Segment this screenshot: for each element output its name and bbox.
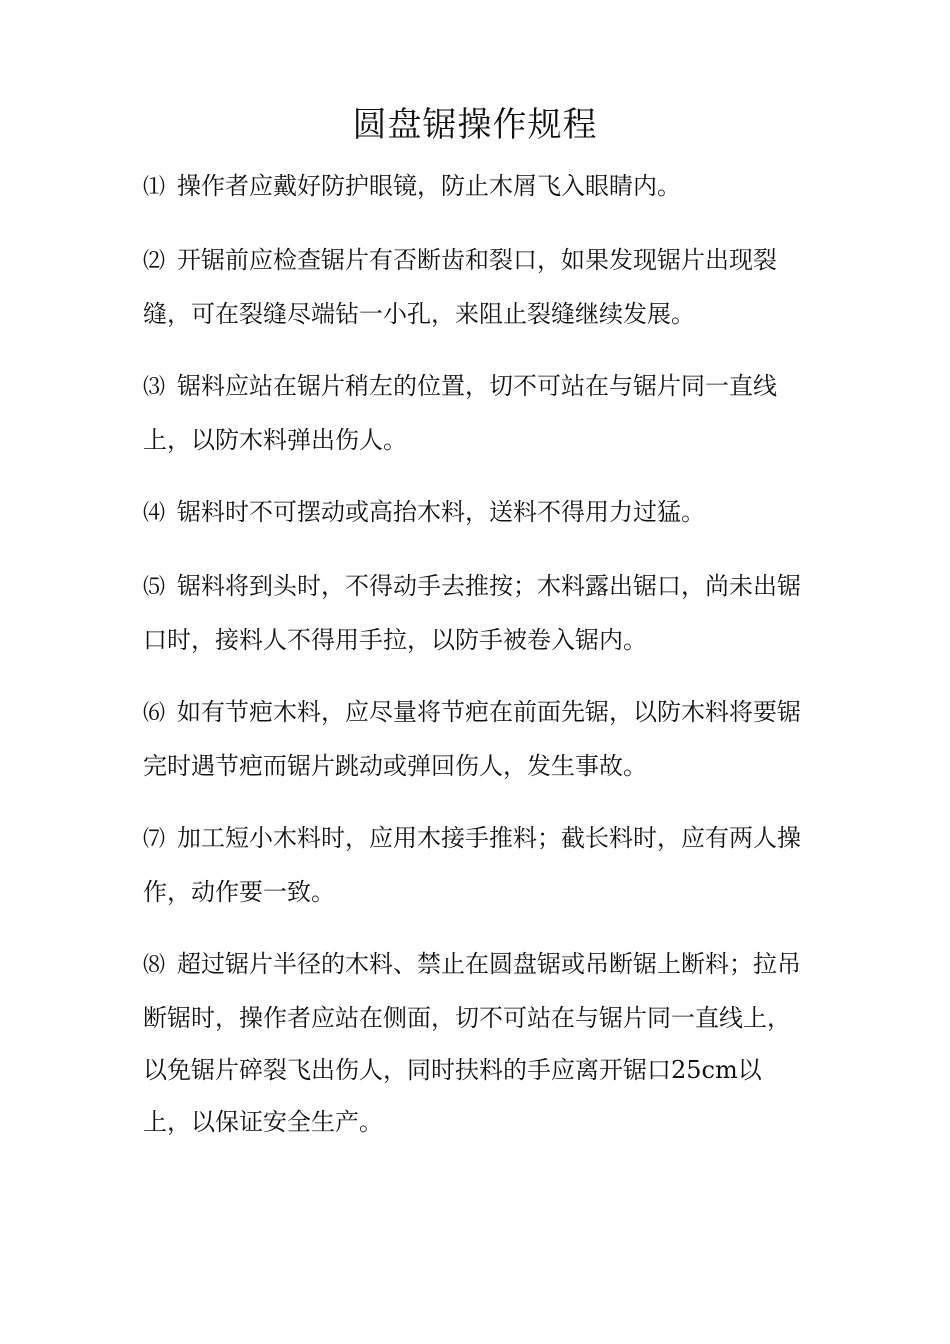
rule-item	[143, 234, 808, 340]
rule-text: 如有节疤木料，应尽量将节疤在前面先锯，以防木料将要锯完时遇节疤而锯片跳动或弹回伤人，发生事故。	[143, 698, 802, 780]
rule-number: ⑺	[143, 827, 166, 852]
rule-number: ⑻	[143, 953, 166, 978]
rule-text: 开锯前应检查锯片有否断齿和裂口，如果发现锯片出现裂缝，可在裂缝尽端钻一小孔，来阻止裂缝继续发展。	[143, 246, 778, 328]
rule-item	[143, 486, 808, 540]
rule-item	[143, 686, 808, 792]
rules-list	[143, 160, 808, 1168]
rule-text: 加工短小木料时，应用木接手推料；截长料时，应有两人操作，动作要一致。	[143, 824, 802, 906]
rule-number: ⑴	[143, 175, 166, 200]
rule-number: ⑸	[143, 575, 166, 600]
rule-number: ⑶	[143, 375, 166, 400]
rule-item	[143, 560, 808, 666]
rule-number: ⑹	[143, 701, 166, 726]
rule-text: 锯料时不可摆动或高抬木料，送料不得用力过猛。	[177, 498, 706, 526]
rule-number: ⑷	[143, 501, 166, 526]
rule-item	[143, 938, 808, 1148]
rule-text: 锯料将到头时，不得动手去推按；木料露出锯口，尚未出锯口时，接料人不得用手拉，以防手被卷入锯内。	[143, 572, 802, 654]
rule-text: 超过锯片半径的木料、禁止在圆盘锯或吊断锯上断料；拉吊断锯时，操作者应站在侧面，切不可站在与锯片同一直线上，以免锯片碎裂飞出伤人，同时扶料的手应离开锯口25cm以上，以保证安全生产。	[143, 950, 802, 1136]
rule-item	[143, 812, 808, 918]
rule-item	[143, 160, 808, 214]
rule-text: 操作者应戴好防护眼镜，防止木屑飞入眼睛内。	[177, 172, 682, 200]
rule-number: ⑵	[143, 249, 166, 274]
rule-item	[143, 360, 808, 466]
rule-text: 锯料应站在锯片稍左的位置，切不可站在与锯片同一直线上，以防木料弹出伤人。	[143, 372, 778, 454]
document-title: 圆盘锯操作规程	[352, 105, 598, 145]
